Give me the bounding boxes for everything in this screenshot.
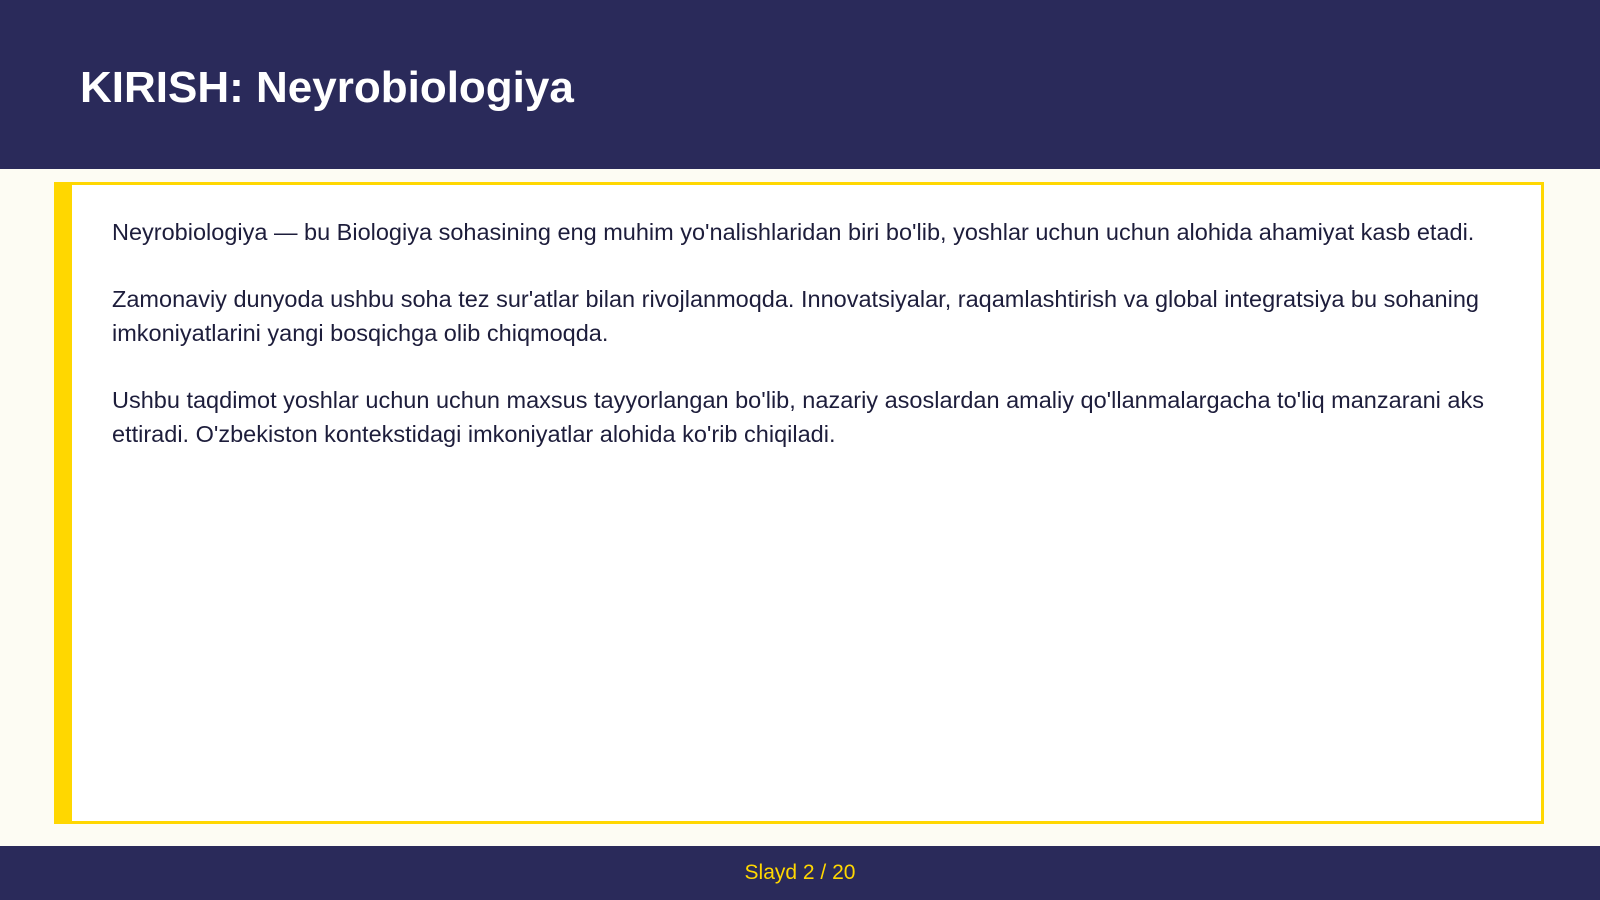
paragraph-intro: Neyrobiologiya — bu Biologiya sohasining eng muhim yo'nalishlaridan biri bo'lib, yoshlar uchun uchun alohida ahamiyat kasb etadi. <box>112 219 1475 245</box>
content-card <box>54 182 1544 824</box>
slide-number: Slayd 2 / 20 <box>744 861 856 884</box>
slide-footer <box>0 846 1600 900</box>
slide-header <box>0 0 1600 169</box>
slide-title: KIRISH: Neyrobiologiya <box>80 63 574 112</box>
paragraph-modern-world: Zamonaviy dunyoda ushbu soha tez sur'atlar bilan rivojlanmoqda. Innovatsiyalar, raqamlashtirish va global integratsiya bu sohaning imkoniyatlarini yangi bosqichga olib chiqmoqda. <box>112 286 1479 346</box>
paragraph-presentation-scope: Ushbu taqdimot yoshlar uchun uchun maxsus tayyorlangan bo'lib, nazariy asoslardan amaliy qo'llanmalargacha to'liq manzarani aks ettiradi. O'zbekiston kontekstidagi imkoniyatlar alohida ko'rib chiqiladi. <box>112 387 1484 447</box>
content-body <box>112 215 1491 484</box>
